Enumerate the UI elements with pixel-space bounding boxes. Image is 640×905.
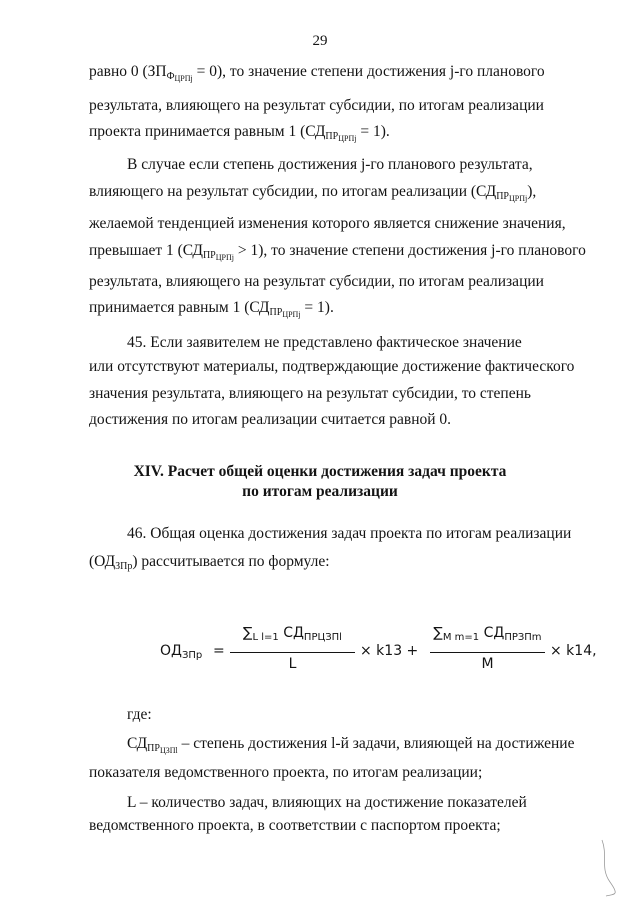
para1-line2: результата, влияющего на результат субсидии, по итогам реализации [89, 97, 544, 114]
formula-denominator-2: M [481, 656, 494, 672]
formula-numerator-1: $\sum_{L l=1}$ $СД_{ПРЦЗПl}$ [243, 625, 342, 643]
formula-mult-k14: × k14, [550, 643, 597, 659]
para2-line2: влияющего на результат субсидии, по итогам реализации $(СД_{ПР_{ЦРПj}})$, [89, 183, 537, 203]
formula-numerator-2: $\sum_{M m=1}$ $СД_{ПРЗПm}$ [433, 625, 542, 643]
formula-denominator-1: L [288, 656, 297, 672]
section-heading-line1: XIV. Расчет общей оценки достижения задач проекта [133, 463, 507, 480]
def2-line2: ведомственного проекта, в соответствии с паспортом проекта; [89, 817, 501, 834]
para2-line6: принимается равным 1 $(СД_{ПР_{ЦРПj}} = 1)$. [89, 299, 334, 319]
formula-fraction-2 [430, 625, 545, 685]
para45-line1: 45. Если заявителем не представлено фактическое значение [127, 334, 522, 351]
section-heading-line2: по итогам реализации [242, 483, 398, 500]
formula-equals: = [213, 643, 225, 659]
para2-line1: В случае если степень достижения j-го планового результата, [127, 156, 533, 173]
formula-fraction-1 [230, 625, 355, 685]
formula [160, 625, 597, 685]
def1-line2: показателя ведомственного проекта, по итогам реализации; [89, 764, 483, 781]
fraction-bar-2 [430, 652, 545, 653]
para2-line3: желаемой тенденцией изменения которого является снижение значения, [89, 215, 566, 232]
page-number: 29 [312, 33, 328, 49]
para2-line4: превышает 1 $(СД_{ПР_{ЦРПj}} > 1)$, то значение степени достижения j-го планового [89, 242, 586, 262]
def2-line1: L – количество задач, влияющих на достижение показателей [127, 794, 527, 811]
para1-line1: равно 0 $(ЗП_{Ф_{ЦРПj}} = 0)$, то значение степени достижения j-го планового [89, 63, 545, 83]
para45-line3: значения результата, влияющего на результат субсидии, то степень [89, 385, 531, 402]
para46-line1: 46. Общая оценка достижения задач проекта по итогам реализации [127, 525, 572, 542]
para2-line5: результата, влияющего на результат субсидии, по итогам реализации [89, 273, 544, 290]
para45-line2: или отсутствуют материалы, подтверждающие достижение фактического [89, 358, 575, 375]
def1-line1: $СД_{ПР_{ЦЗПl}}$ – степень достижения l-й задачи, влияющей на достижение [127, 735, 575, 755]
where-label: где: [127, 706, 152, 723]
para45-line4: достижения по итогам реализации считается равной 0. [89, 411, 452, 428]
margin-mark [598, 838, 620, 898]
fraction-bar-1 [230, 652, 355, 653]
para46-line2: $(ОД_{ЗПр})$ рассчитывается по формуле: [89, 553, 330, 572]
para1-line3: проекта принимается равным 1 $(СД_{ПР_{ЦРПj}} = 1)$. [89, 123, 390, 143]
formula-lhs: $ОД_{ЗПр}$ [160, 643, 203, 661]
formula-mult-k13: × k13 + [360, 643, 419, 659]
